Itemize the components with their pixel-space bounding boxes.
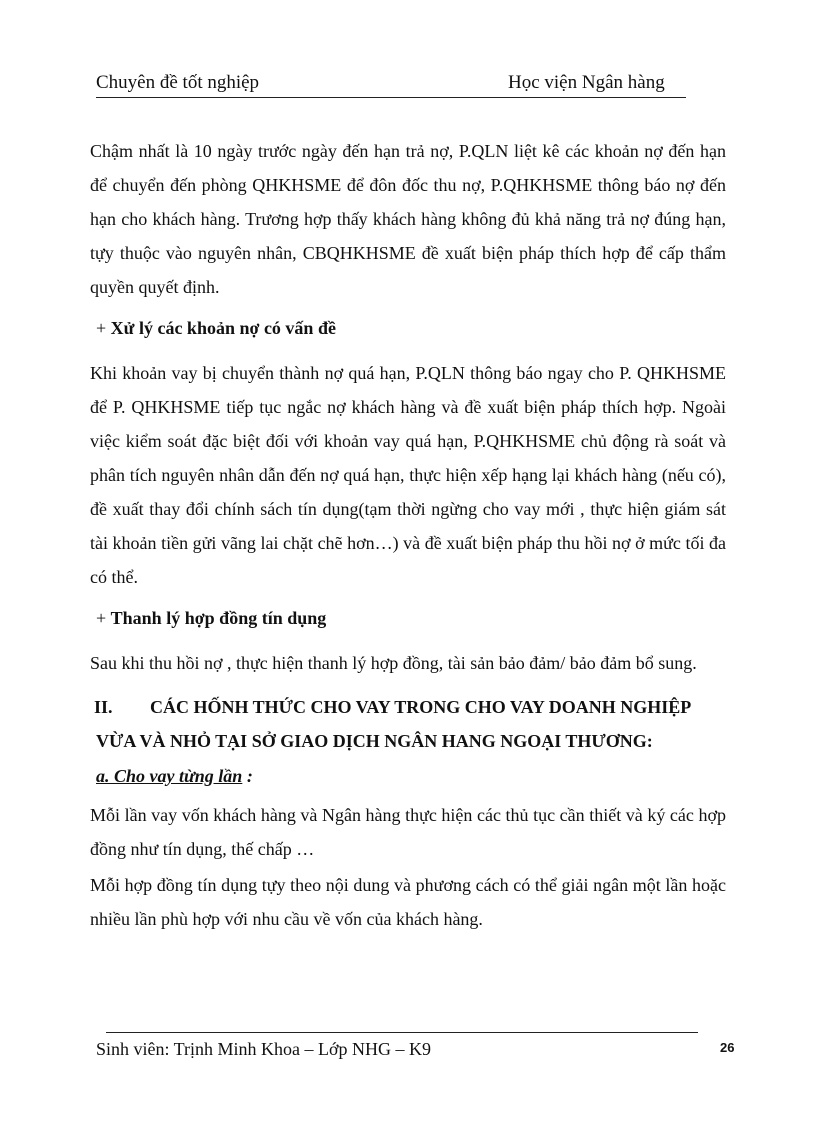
footer-divider: [106, 1032, 698, 1033]
footer-student: Sinh viên: Trịnh Minh Khoa – Lớp NHG – K9: [96, 1039, 432, 1059]
section-heading: [94, 690, 691, 724]
paragraph-due-debt: Chậm nhất là 10 ngày trước ngày đến hạn trả nợ, P.QLN liệt kê các khoản nợ đến hạn để chuyển đến phòng QHKHSME để đôn đốc thu nợ, P.QHKHSME thông báo nợ đến hạn cho khách hàng. Trương hợp thấy khách hàng không đủ khả năng trả nợ đúng hạn, tựy thuộc vào nguyên nhân, CBQHKHSME đề xuất biện pháp thích hợp để cấp thẩm quyền quyết định.: [90, 141, 726, 297]
heading-contract-liquidation-text: Thanh lý hợp đồng tín dụng: [110, 608, 327, 628]
page-number: 26: [720, 1040, 735, 1055]
section-number: II.: [94, 697, 113, 717]
heading-problem-debts-text: Xử lý các khoản nợ có vấn đề: [110, 318, 336, 338]
subsection-title-suffix: :: [242, 766, 253, 786]
paragraph-contract-disbursement: Mỗi hợp đồng tín dụng tựy theo nội dung và phương cách có thể giải ngân một lần hoặc nhiều lần phù hợp với nhu cầu về vốn của khách hàng.: [90, 875, 726, 929]
heading-bullet: +: [96, 318, 111, 338]
heading-problem-debts: [96, 318, 336, 339]
header-institution: Học viện Ngân hàng: [508, 72, 665, 93]
paragraph-liquidation: Sau khi thu hồi nợ , thực hiện thanh lý hợp đồng, tài sản bảo đảm/ bảo đảm bổ sung.: [90, 653, 697, 673]
section-title-line1: CÁC HỐNH THỨC CHO VAY TRONG CHO VAY DOANH NGHIỆP: [150, 697, 692, 717]
header-divider: [96, 97, 686, 98]
heading-contract-liquidation: [96, 608, 326, 629]
paragraph-each-loan: Mỗi lần vay vốn khách hàng và Ngân hàng thực hiện các thủ tục cần thiết và ký các hợp đồng như tín dụng, thế chấp …: [90, 805, 726, 859]
section-heading-continued: [96, 724, 653, 758]
subsection-title: a. Cho vay từng lần: [96, 766, 243, 786]
heading-bullet: +: [96, 608, 111, 628]
section-title-line2: VỪA VÀ NHỎ TẠI SỞ GIAO DỊCH NGÂN HANG NGOẠI THƯƠNG:: [96, 731, 653, 751]
header-document-type: Chuyên đề tốt nghiệp: [96, 72, 260, 93]
paragraph-overdue-handling: Khi khoản vay bị chuyển thành nợ quá hạn, P.QLN thông báo ngay cho P. QHKHSME để P. QHKHSME tiếp tục ngắc nợ khách hàng và đề xuất biện pháp thích hợp. Ngoài việc kiểm soát đặc biệt đối với khoản vay quá hạn, P.QHKHSME chủ động rà soát và phân tích nguyên nhân dẫn đến nợ quá hạn, thực hiện xếp hạng lại khách hàng (nếu có), đề xuất thay đổi chính sách tín dụng(tạm thời ngừng cho vay mới , thực hiện giám sát tài khoản tiền gửi vãng lai chặt chẽ hơn…) và đề xuất biện pháp thu hồi nợ ở mức tối đa có thể.: [90, 363, 726, 587]
subsection-heading: [96, 766, 253, 787]
